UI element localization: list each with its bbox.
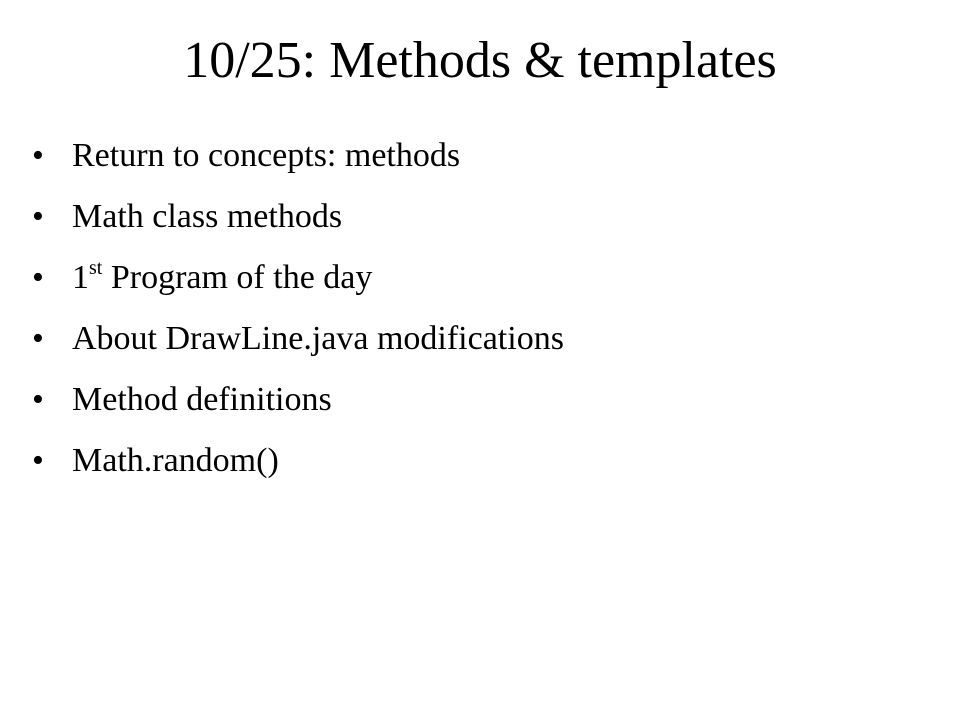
bullet-text-superscript: st	[89, 257, 103, 279]
bullet-icon: •	[32, 198, 44, 235]
bullet-icon: •	[32, 381, 44, 418]
bullet-icon: •	[32, 442, 44, 479]
bullet-icon: •	[32, 137, 44, 174]
bullet-text: Math.random()	[72, 442, 279, 479]
bullet-icon: •	[32, 259, 44, 296]
bullet-icon: •	[32, 320, 44, 357]
bullet-text: Math class methods	[72, 198, 343, 235]
bullet-text: Method definitions	[72, 381, 332, 418]
bullet-text-rest: Program of the day	[102, 259, 373, 296]
bullet-text: Return to concepts: methods	[72, 137, 461, 174]
slide-title: 10/25: Methods & templates	[183, 32, 777, 89]
bullet-text-number: 1	[72, 259, 89, 296]
bullet-text: About DrawLine.java modifications	[72, 320, 564, 357]
bullet-text	[72, 256, 372, 300]
